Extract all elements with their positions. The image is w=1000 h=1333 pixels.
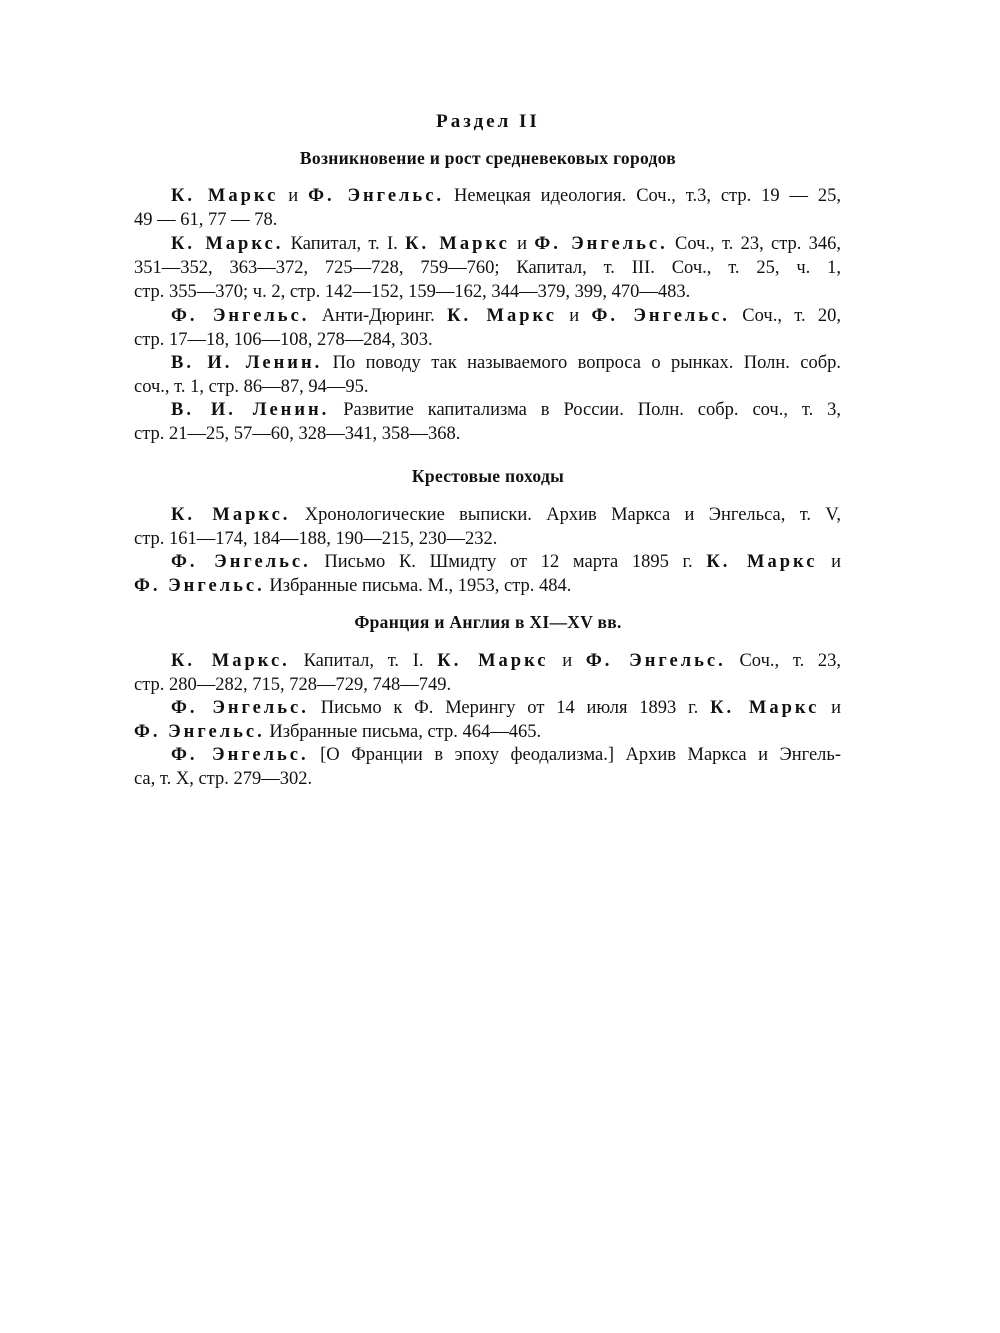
heading-crusades: Крестовые походы xyxy=(411,466,565,486)
author-name: К. Маркс. xyxy=(171,651,290,671)
author-name: В. И. Ленин. xyxy=(171,400,330,420)
author-name: К. Маркс xyxy=(405,234,510,254)
bib-entry-letter-schmidt xyxy=(134,550,841,598)
entry-line xyxy=(134,304,841,328)
bib-entry-anti-duhring xyxy=(134,304,841,352)
author-name: К. Маркс xyxy=(710,698,820,718)
entry-text: Письмо К. Шмидту от 12 марта 1895 г. xyxy=(324,552,693,572)
author-name: Ф. Энгельс. xyxy=(585,651,726,671)
bib-entry-letter-mehring xyxy=(134,696,841,744)
entry-line xyxy=(134,184,841,208)
entry-text: Соч., т. 23, xyxy=(739,651,842,671)
entry-line: стр. 161—174, 184—188, 190—215, 230—232. xyxy=(134,529,498,549)
author-name: Ф. Энгельс. xyxy=(171,745,309,765)
bib-entry-markets xyxy=(134,351,841,399)
entry-line xyxy=(134,720,841,744)
bib-entry-german-ideology xyxy=(134,184,841,232)
author-name: Ф. Энгельс. xyxy=(171,306,310,326)
conjunction: и xyxy=(569,306,580,326)
author-name: Ф. Энгельс. xyxy=(591,306,730,326)
entry-line xyxy=(134,649,841,673)
conjunction: и xyxy=(517,234,528,254)
entry-text: Немецкая идеология. Соч., т.3, стр. 19 — 25, xyxy=(453,186,842,206)
entry-line xyxy=(134,550,841,574)
entry-text: Капитал, т. I. xyxy=(290,234,398,254)
entry-line xyxy=(134,503,841,527)
entry-line: соч., т. 1, стр. 86—87, 94—95. xyxy=(134,377,369,397)
bib-entry-chronological-excerpts xyxy=(134,503,841,551)
entry-line: стр. 355—370; ч. 2, стр. 142—152, 159—162, 344—379, 399, 470—483. xyxy=(134,282,691,302)
author-name: Ф. Энгельс. xyxy=(308,186,445,206)
conjunction: и xyxy=(288,186,299,206)
entry-text: [О Франции в эпоху феодализма.] Архив Маркса и Энгель- xyxy=(320,745,841,765)
entry-text: Капитал, т. I. xyxy=(303,651,424,671)
entry-line xyxy=(134,398,841,422)
bib-entry-france-feudalism xyxy=(134,743,841,791)
bib-entry-development-capitalism xyxy=(134,398,841,446)
entry-line: стр. 280—282, 715, 728—729, 748—749. xyxy=(134,675,452,695)
author-name: Ф. Энгельс. xyxy=(534,234,668,254)
entry-text: Избранные письма. М., 1953, стр. 484. xyxy=(269,576,572,596)
entry-text: Письмо к Ф. Мерингу от 14 июля 1893 г. xyxy=(320,698,699,718)
bib-entry-capital-2 xyxy=(134,649,841,697)
entry-text: По поводу так называемого вопроса о рынках. Полн. собр. xyxy=(332,353,842,373)
bib-entry-capital xyxy=(134,232,841,304)
author-name: Ф. Энгельс. xyxy=(134,722,265,742)
entry-text: Анти-Дюринг. xyxy=(321,306,435,326)
heading-towns: Возникновение и рост средневековых городов xyxy=(299,148,677,168)
entry-text: Развитие капитализма в России. Полн. собр. соч., т. 3, xyxy=(343,400,842,420)
entry-line xyxy=(134,574,841,598)
author-name: К. Маркс. xyxy=(171,505,291,525)
conjunction: и xyxy=(831,698,842,718)
entry-line: стр. 17—18, 106—108, 278—284, 303. xyxy=(134,330,433,350)
author-name: К. Маркс xyxy=(706,552,818,572)
author-name: К. Маркс. xyxy=(171,234,284,254)
entry-line: стр. 21—25, 57—60, 328—341, 358—368. xyxy=(134,424,461,444)
entry-line xyxy=(134,351,841,375)
entry-text: Соч., т. 23, стр. 346, xyxy=(675,234,842,254)
entry-text: Соч., т. 20, xyxy=(742,306,842,326)
entry-line: 49 — 61, 77 — 78. xyxy=(134,210,278,230)
entry-line: 351—352, 363—372, 725—728, 759—760; Капитал, т. III. Соч., т. 25, ч. 1, xyxy=(134,258,841,278)
entry-text: Избранные письма, стр. 464—465. xyxy=(269,722,542,742)
author-name: Ф. Энгельс. xyxy=(171,698,309,718)
section-title: Раздел II xyxy=(436,111,540,132)
entry-text: Хронологические выписки. Архив Маркса и Энгельса, т. V, xyxy=(304,505,842,525)
author-name: Ф. Энгельс. xyxy=(134,576,265,596)
entry-line: са, т. X, стр. 279—302. xyxy=(134,769,313,789)
entry-line xyxy=(134,232,841,256)
author-name: К. Маркс xyxy=(447,306,557,326)
author-name: К. Маркс xyxy=(437,651,549,671)
conjunction: и xyxy=(831,552,842,572)
heading-france-england: Франция и Англия в XI—XV вв. xyxy=(354,612,622,632)
author-name: Ф. Энгельс. xyxy=(171,552,311,572)
entry-line xyxy=(134,743,841,767)
author-name: К. Маркс xyxy=(171,186,279,206)
entry-line xyxy=(134,696,841,720)
author-name: В. И. Ленин. xyxy=(171,353,323,373)
conjunction: и xyxy=(562,651,573,671)
